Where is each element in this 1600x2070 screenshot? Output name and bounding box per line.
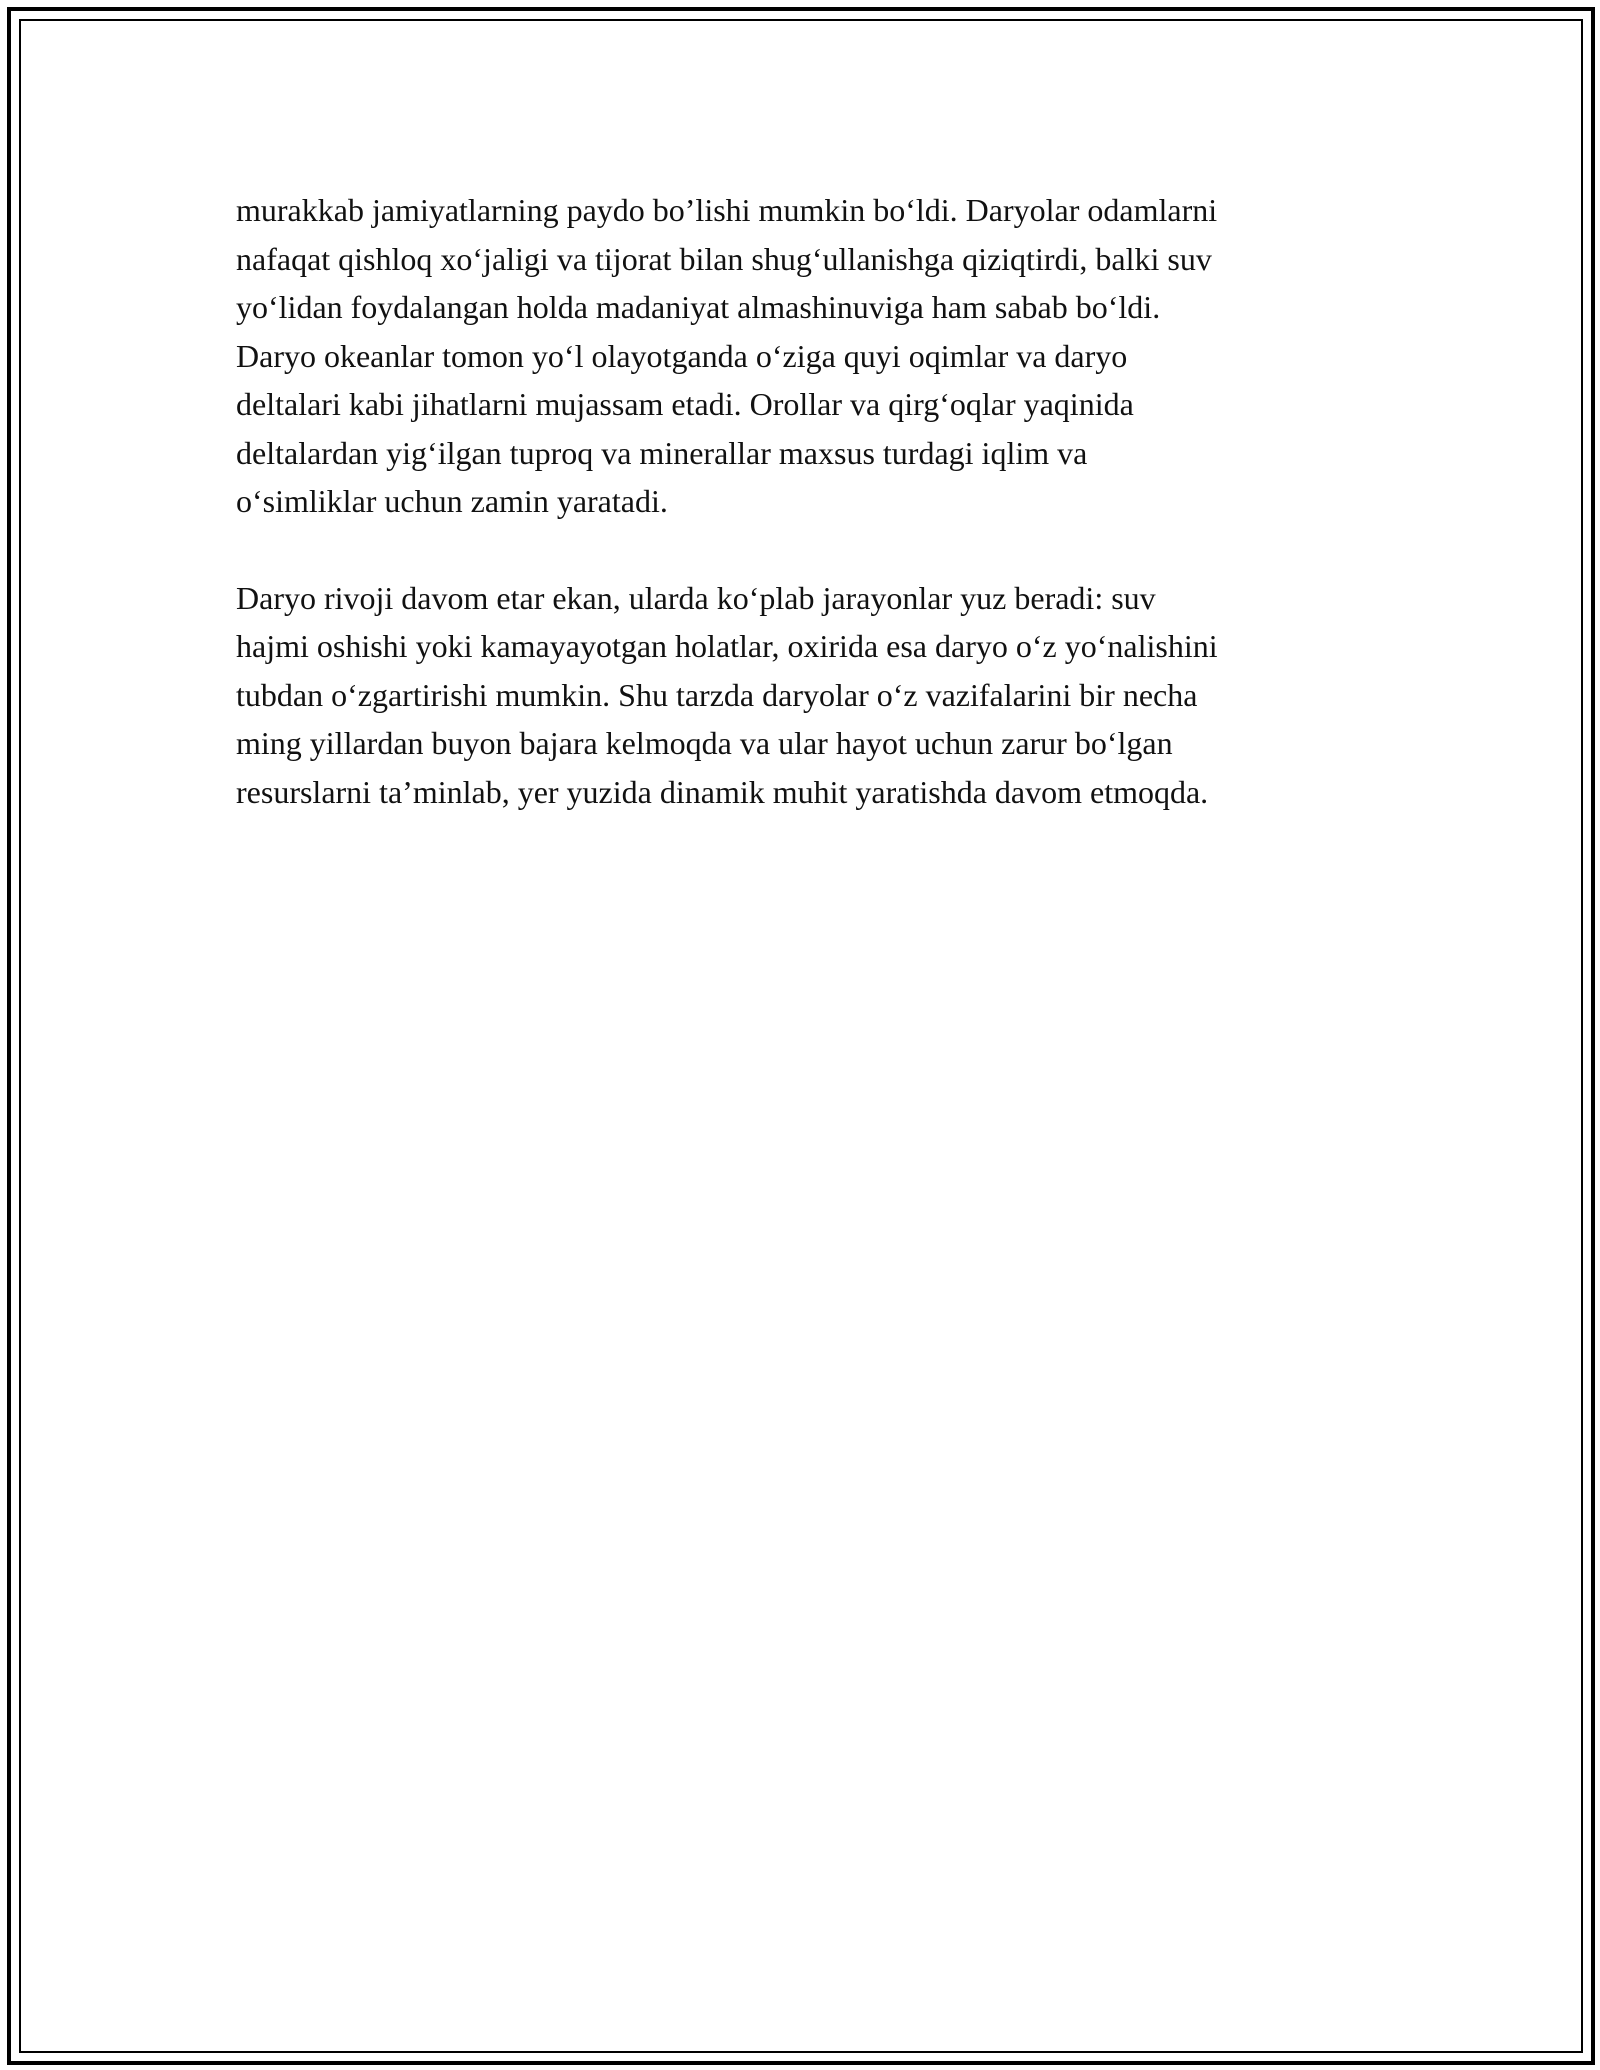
paragraph-1: [236, 186, 1376, 526]
text-line: resurslarni ta’minlab, yer yuzida dinamik muhit yaratishda davom etmoqda.: [236, 773, 1209, 810]
text-line: hajmi oshishi yoki kamayayotgan holatlar, oxirida esa daryo o‘z yo‘nalishini: [236, 628, 1218, 664]
text-line: ming yillardan buyon bajara kelmoqda va ular hayot uchun zarur bo‘lgan: [236, 725, 1173, 761]
paragraph-2: [236, 574, 1376, 817]
text-line: yo‘lidan foydalangan holda madaniyat almashinuviga ham sabab bo‘ldi.: [236, 289, 1161, 325]
text-line: Daryo okeanlar tomon yo‘l olayotganda o‘ziga quyi oqimlar va daryo: [236, 337, 1128, 374]
text-line: nafaqat qishloq xo‘jaligi va tijorat bilan shug‘ullanishga qiziqtirdi, balki suv: [236, 240, 1212, 277]
document-body: [236, 186, 1376, 864]
text-line: Daryo rivoji davom etar ekan, ularda ko‘plab jarayonlar yuz beradi: suv: [236, 579, 1156, 616]
text-line: murakkab jamiyatlarning paydo bo’lishi mumkin bo‘ldi. Daryolar odamlarni: [236, 192, 1218, 228]
text-line: o‘simliklar uchun zamin yaratadi.: [236, 483, 668, 519]
text-line: deltalardan yig‘ilgan tuproq va minerallar maxsus turdagi iqlim va: [236, 434, 1088, 471]
text-line: tubdan o‘zgartirishi mumkin. Shu tarzda daryolar o‘z vazifalarini bir necha: [236, 676, 1198, 713]
text-line: deltalari kabi jihatlarni mujassam etadi. Orollar va qirg‘oqlar yaqinida: [236, 386, 1134, 422]
